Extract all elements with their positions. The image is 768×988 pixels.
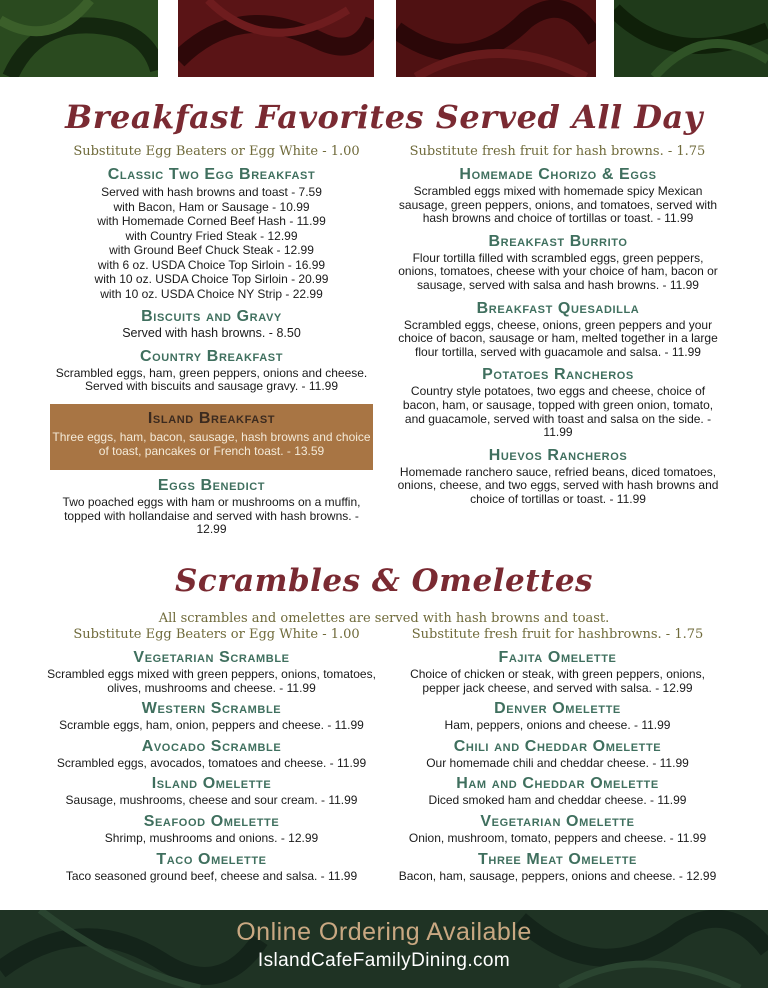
breakfast-right-column	[393, 165, 723, 507]
item-name: Western Scramble	[141, 700, 282, 718]
item-description: Shrimp, mushrooms and onions. - 12.99	[104, 830, 319, 845]
header-pattern-green-right	[614, 0, 768, 77]
item-description: Flour tortilla filled with scrambled eggs, green peppers, onions, tomatoes, cheese with your choice of ham, bacon or sausage, served with salsa and hash browns. - 11.99	[398, 250, 718, 292]
menu-item-eggs-benedict	[50, 476, 373, 537]
website-link[interactable]: IslandCafeFamilyDining.com	[257, 950, 511, 971]
item-description: Taco seasoned ground beef, cheese and salsa. - 11.99	[65, 868, 358, 883]
footer-banner	[0, 910, 768, 988]
item-name: Denver Omelette	[494, 700, 621, 718]
header-pattern-maroon-left	[178, 0, 374, 77]
item-name: Homemade Chorizo & Eggs	[459, 166, 657, 183]
item-name: Chili and Cheddar Omelette	[453, 737, 662, 755]
item-description: Served with hash browns. - 8.50	[122, 326, 301, 340]
breakfast-section-title: Breakfast Favorites Served All Day	[65, 98, 703, 136]
header-pattern-green-left	[0, 0, 158, 77]
menu-item	[40, 850, 383, 884]
item-name: Classic Two Egg Breakfast	[107, 166, 316, 183]
price-line: with Bacon, Ham or Sausage - 10.99	[113, 199, 310, 214]
scrambles-left-column	[40, 648, 383, 883]
menu-item-chorizo-eggs	[393, 165, 723, 226]
scrambles-right-column	[390, 648, 725, 883]
menu-item-potatoes-rancheros	[393, 365, 723, 439]
menu-item	[40, 699, 383, 733]
breakfast-left-column	[50, 165, 373, 394]
item-description: Scrambled eggs, avocados, tomatoes and cheese. - 11.99	[56, 755, 367, 770]
price-line: with Country Fried Steak - 12.99	[125, 228, 298, 243]
item-name: Taco Omelette	[156, 850, 267, 868]
item-name: Potatoes Rancheros	[482, 366, 634, 384]
menu-item	[390, 737, 725, 771]
item-description: Choice of chicken or steak, with green peppers, onions, pepper jack cheese, and served with salsa. - 12.99	[410, 667, 705, 695]
menu-item-breakfast-burrito	[393, 232, 723, 293]
menu-item	[40, 812, 383, 846]
menu-item	[390, 774, 725, 808]
item-name: Ham and Cheddar Omelette	[456, 775, 659, 793]
price-line: with 10 oz. USDA Choice NY Strip - 22.99	[100, 286, 323, 301]
menu-item	[40, 648, 383, 695]
menu-item-country-breakfast	[50, 347, 373, 394]
item-name: Fajita Omelette	[498, 649, 617, 666]
breakfast-substitute-fruit: Substitute fresh fruit for hash browns. - 1.75	[409, 144, 706, 159]
price-line: Served with hash browns and toast - 7.59	[101, 185, 322, 199]
scrambles-note: All scrambles and omelettes are served with hash browns and toast.	[158, 611, 610, 626]
menu-item-breakfast-quesadilla	[393, 299, 723, 360]
item-description: Scrambled eggs mixed with green peppers, onions, tomatoes, olives, mushrooms and cheese. - 11.99	[47, 667, 376, 695]
menu-item-island-breakfast-highlight	[50, 404, 373, 470]
menu-item-huevos-rancheros	[393, 446, 723, 507]
item-name: Three Meat Omelette	[478, 850, 637, 868]
price-line: with Ground Beef Chuck Steak - 12.99	[109, 243, 314, 257]
item-name: Breakfast Burrito	[488, 232, 628, 250]
item-name: Vegetarian Omelette	[480, 812, 635, 830]
item-description: Homemade ranchero sauce, refried beans, diced tomatoes, onions, cheese, and two eggs, served with hash browns and choice of tortillas or toast. - 11.99	[397, 464, 719, 506]
item-name: Biscuits and Gravy	[141, 308, 282, 325]
item-name: Seafood Omelette	[143, 812, 280, 830]
breakfast-substitute-egg: Substitute Egg Beaters or Egg White - 1.00	[73, 144, 360, 159]
item-name: Vegetarian Scramble	[133, 649, 290, 666]
menu-item-classic-two-egg	[50, 165, 373, 301]
item-description: Ham, peppers, onions and cheese. - 11.99	[444, 718, 671, 733]
item-name: Country Breakfast	[139, 347, 284, 365]
item-name: Breakfast Quesadilla	[476, 299, 640, 317]
item-description: Diced smoked ham and cheddar cheese. - 11.99	[428, 793, 687, 808]
item-name: Island Breakfast	[147, 410, 276, 427]
item-description: Sausage, mushrooms, cheese and sour cream. - 11.99	[65, 793, 358, 808]
item-description: Scrambled eggs, cheese, onions, green peppers and your choice of bacon, sausage or ham, melted together in a large flour tortilla, served with guacamole and salsa. - 11.99	[398, 317, 718, 359]
breakfast-left-column-lower	[50, 476, 373, 537]
menu-item	[390, 648, 725, 695]
item-name: Island Omelette	[151, 775, 272, 793]
item-description: Scramble eggs, ham, onion, peppers and cheese. - 11.99	[59, 718, 364, 733]
item-description: Scrambled eggs mixed with homemade spicy Mexican sausage, green peppers, onions, and tomatoes, served with hash browns and choice of tortillas or toast. - 11.99	[398, 184, 718, 226]
scrambles-section-title: Scrambles & Omelettes	[174, 563, 594, 599]
menu-item-biscuits-gravy	[50, 307, 373, 341]
item-description: Three eggs, ham, bacon, sausage, hash browns and choice of toast, pancakes or French toast. - 13.59	[52, 430, 371, 458]
menu-item	[40, 737, 383, 771]
price-line: with 10 oz. USDA Choice Top Sirloin - 20.99	[94, 272, 329, 286]
item-name: Avocado Scramble	[141, 737, 282, 755]
item-description: Our homemade chili and cheddar cheese. - 11.99	[426, 755, 689, 770]
item-description: Two poached eggs with ham or mushrooms on a muffin, topped with hollandaise and served with hash browns. - 12.99	[62, 495, 361, 537]
price-line: with Homemade Corned Beef Hash - 11.99	[97, 214, 326, 228]
menu-item	[390, 812, 725, 846]
menu-item	[40, 774, 383, 808]
scrambles-substitute-fruit: Substitute fresh fruit for hashbrowns. - 1.75	[411, 627, 704, 642]
item-name: Eggs Benedict	[157, 477, 266, 494]
header-pattern-maroon-right	[396, 0, 596, 77]
item-description: Scrambled eggs, ham, green peppers, onions and cheese. Served with biscuits and sausage gravy. - 11.99	[55, 365, 368, 394]
scrambles-substitute-egg: Substitute Egg Beaters or Egg White - 1.00	[73, 627, 360, 642]
menu-item	[390, 699, 725, 733]
online-ordering-text: Online Ordering Available	[236, 918, 532, 946]
item-description: Onion, mushroom, tomato, peppers and cheese. - 11.99	[408, 830, 707, 845]
item-price-lines	[50, 185, 373, 301]
price-line: with 6 oz. USDA Choice Top Sirloin - 16.99	[97, 257, 326, 272]
item-description: Bacon, ham, sausage, peppers, onions and cheese. - 12.99	[398, 868, 717, 883]
item-description: Country style potatoes, two eggs and cheese, choice of bacon, ham, or sausage, topped with green onion, tomato, and guacamole, served with toast and salsa on the side. - 11.99	[402, 384, 714, 440]
menu-item	[390, 850, 725, 884]
item-name: Huevos Rancheros	[488, 446, 628, 464]
